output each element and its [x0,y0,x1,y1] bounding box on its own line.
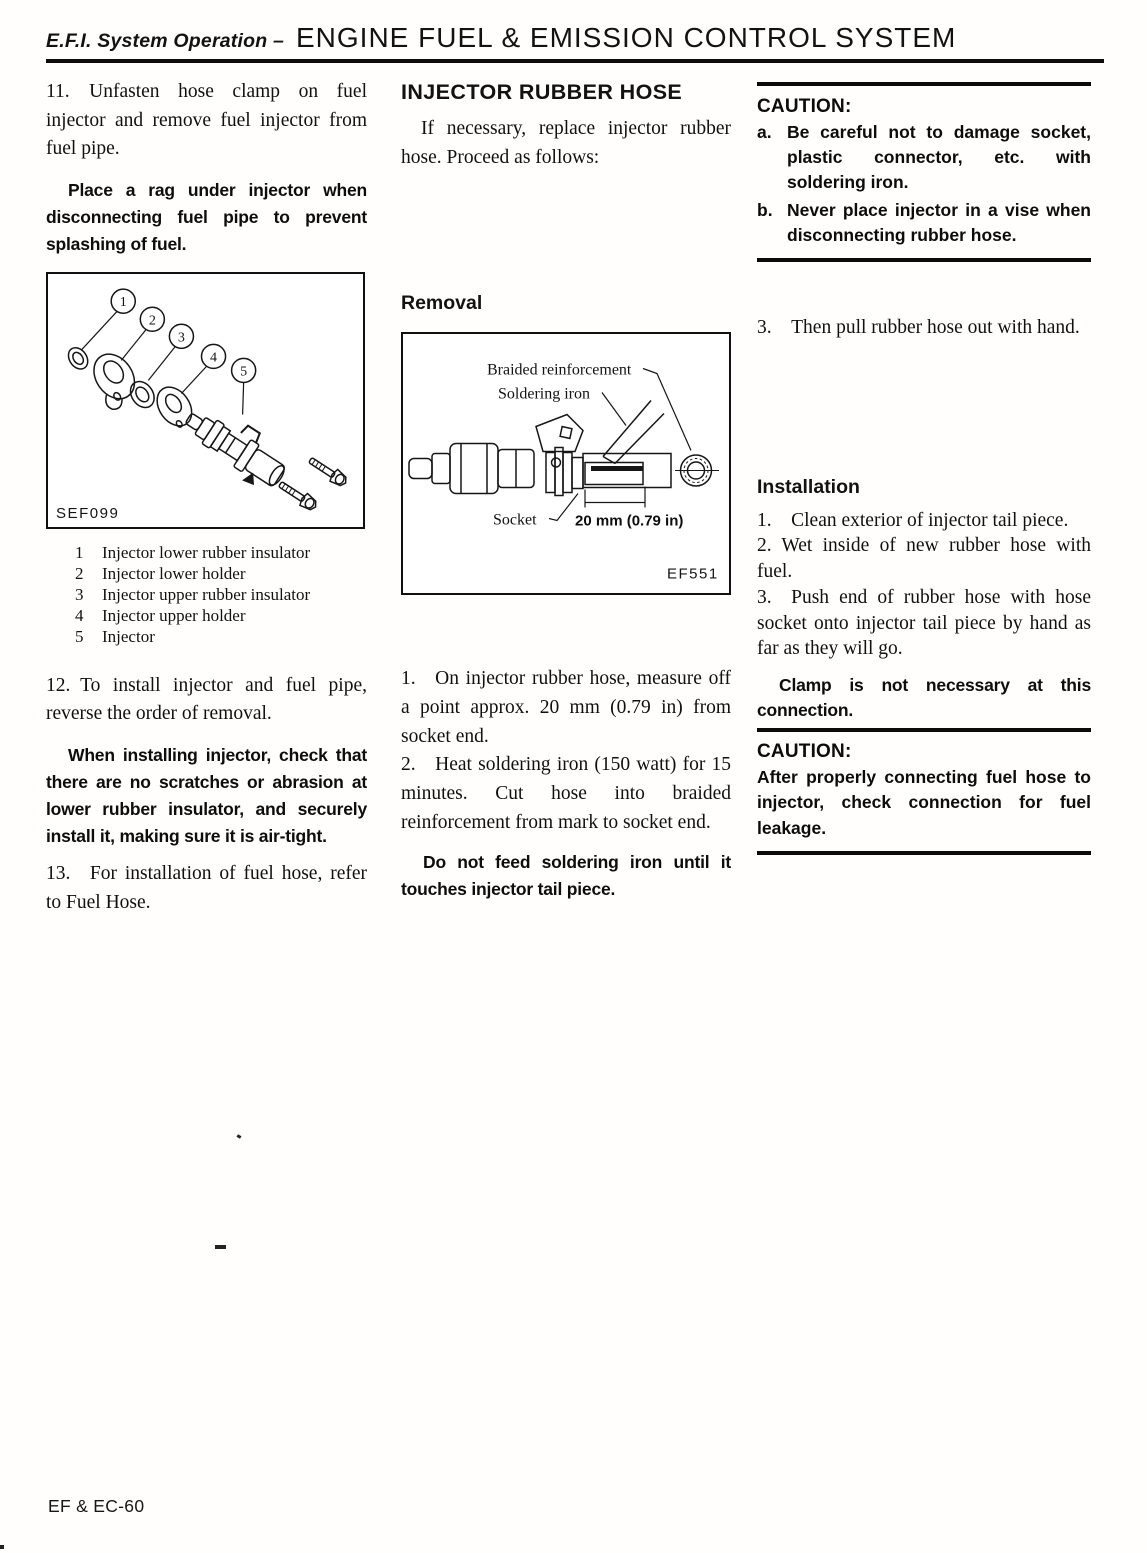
middle-column [401,80,731,903]
label-socket: Socket [493,511,537,529]
figure-code-sef099: SEF099 [56,504,120,522]
label-braided-reinforcement: Braided reinforcement [487,361,632,379]
note-clamp-not-necessary: Clamp is not necessary at this connection. [757,675,1091,721]
scan-speck [215,1245,226,1249]
removal-heading: Removal [401,292,483,315]
label-dimension-20mm: 20 mm (0.79 in) [575,512,684,530]
removal-step-2: 2. Heat soldering iron (150 watt) for 15 minutes. Cut hose into braided reinforcement from mark to socket end. [401,754,731,833]
parts-list-item: 3 Injector upper rubber insulator [75,584,311,604]
callout-5: 5 [240,363,248,380]
left-column [46,78,367,917]
installation-heading: Installation [757,475,860,498]
scan-speck [0,1545,4,1549]
note-rag-under-injector: Place a rag under injector when disconnecting fuel pipe to prevent splashing of fuel. [46,179,367,254]
parts-list-item: 5 Injector [75,626,155,646]
removal-step-3: 3. Then pull rubber hose out with hand. [757,316,1080,338]
injector-exploded-diagram [48,274,363,527]
caution-box-bottom [757,728,1091,855]
page-header [46,22,1104,54]
parts-list-item: 2 Injector lower holder [75,563,246,583]
caution-item-b: b. Never place injector in a vise when disconnecting rubber hose. [757,199,1091,245]
figure-sef099 [46,272,365,529]
figure-ef551 [401,332,731,595]
parts-list [46,542,367,647]
callout-1: 1 [119,293,127,310]
installation-step-2: 2. Wet inside of new rubber hose with fuel. [757,535,1091,583]
step-11: 11. Unfasten hose clamp on fuel injector and remove fuel injector from fuel pipe. [46,81,367,160]
step-13: 13. For installation of fuel hose, refer to Fuel Hose. [46,862,367,913]
installation-step-3: 3. Push end of rubber hose with hose socket onto injector tail piece by hand as far as they will go. [757,586,1091,660]
caution-box-top [757,82,1091,262]
installation-step-1: 1. Clean exterior of injector tail piece. [757,509,1069,531]
note-installing-injector: When installing injector, check that there are no scratches or abrasion at lower rubber insulator, and securely install it, making sure it is air-tight. [46,745,367,846]
label-soldering-iron: Soldering iron [498,385,590,403]
scan-speck [237,1134,242,1139]
caution-text: After properly connecting fuel hose to injector, check connection for fuel leakage. [757,766,1091,839]
callout-3: 3 [177,329,185,346]
parts-list-item: 1 Injector lower rubber insulator [75,542,311,562]
breadcrumb: E.F.I. System Operation – [46,30,284,52]
intro-paragraph: If necessary, replace injector rubber hose. Proceed as follows: [401,118,731,168]
callout-4: 4 [210,349,218,366]
parts-list-item: 4 Injector upper holder [75,605,246,625]
step-12: 12. To install injector and fuel pipe, reverse the order of removal. [46,674,367,725]
caution-heading: CAUTION: [757,96,852,117]
caution-heading: CAUTION: [757,740,852,762]
callout-2: 2 [148,312,156,329]
removal-step-1: 1. On injector rubber hose, measure off a point approx. 20 mm (0.79 in) from socket end. [401,668,731,747]
right-column [757,72,1091,855]
note-do-not-feed-soldering-iron: Do not feed soldering iron until it touches injector tail piece. [401,852,731,900]
figure-code-ef551: EF551 [667,565,719,583]
injector-hose-diagram [403,334,729,593]
header-rule [46,59,1104,63]
page-number: EF & EC-60 [48,1496,145,1516]
caution-item-a: a. Be careful not to damage socket, plastic connector, etc. with soldering iron. [757,122,1091,193]
section-heading-injector-rubber-hose: INJECTOR RUBBER HOSE [401,80,683,104]
installation-steps [757,508,1091,662]
page-title: ENGINE FUEL & EMISSION CONTROL SYSTEM [296,22,957,53]
